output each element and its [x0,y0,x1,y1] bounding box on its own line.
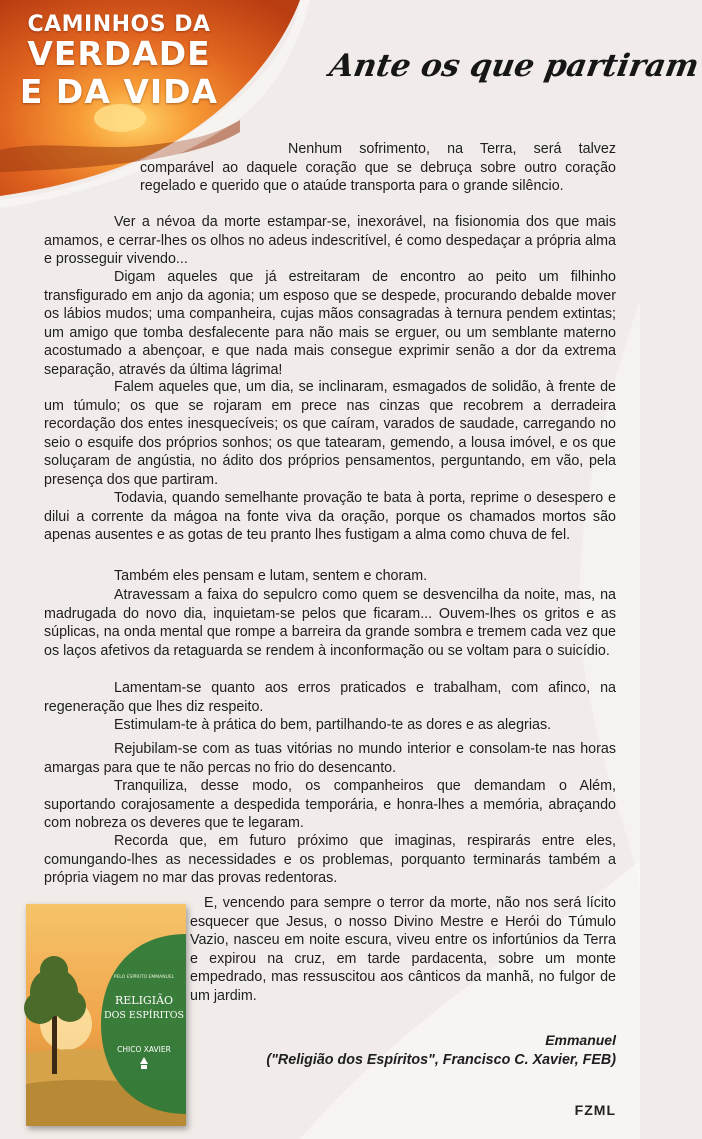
book-title-2: DOS ESPÍRITOS [103,1010,185,1021]
paragraph: Falem aqueles que, um dia, se inclinaram, esmagados de solidão, à frente de um túmulo; os que se rojaram em prece nas cinzas que recobrem a derradeira recordação dos entes inesquecíveis; os que caíram, varados de saudade, carregando no seio o esquife dos próprios sonhos; os que tatearam, gemendo, a lousa imóvel, e os que soluçaram de angústia, no ádito dos próprios pensamentos, perguntando, em vão, pela presença dos que partiram. [44,379,616,488]
book-author: CHICO XAVIER [117,1045,171,1054]
signature-author: Emmanuel [545,1032,616,1048]
header-line-3: E DA VIDA [19,72,219,111]
paragraph: Lamentam-se quanto aos erros praticados e trabalham, com afinco, na regeneração que lhes diz respeito. [44,680,616,715]
brand-label: FZML [574,1102,616,1118]
paragraph: Também eles pensam e lutam, sentem e choram. [114,568,428,584]
paragraph: E, vencendo para sempre o terror da morte, não nos será lícito esquecer que Jesus, o nosso Divino Mestre e Herói do Túmulo Vazio, nasceu em noite escura, viveu entre os infortúnios da Terra e expirou na cruz, em tarde pardacenta, sobre um monte empedrado, mas ressuscitou aos cânticos da manhã, no fulgor de um jardim. [190,895,616,1004]
paragraph: Nenhum sofrimento, na Terra, será talvez comparável ao daquele coração que se debruça sobre outro coração regelado e querido que o ataúde transporta para o grande silêncio. [140,141,616,194]
paragraph: Todavia, quando semelhante provação te bata à porta, reprime o desespero e dilui a corrente da mágoa na fonte viva da oração, porque os chamados mortos são apenas ausentes e as gotas de teu pranto lhes fustigam a alma como chuva de fel. [44,490,616,543]
paragraph: Tranquiliza, desse modo, os companheiros que demandam o Além, suportando corajosamente a despedida temporária, e honra-lhes a memória, abraçando com nobreza os deveres que te legaram. [44,778,616,831]
header-line-2: VERDADE [27,34,211,73]
paragraph: Rejubilam-se com as tuas vitórias no mundo interior e consolam-te nas horas amargas para que te não percas no frio do desencanto. [44,741,616,776]
header-line-1: CAMINHOS DA [27,12,211,37]
page-title: Ante os que partiram [326,48,702,84]
book-cover [26,904,186,1126]
paragraph: Atravessam a faixa do sepulcro como quem se desvencilha da noite, mas, na madrugada do novo dia, inquietam-se pelos que ficaram... Ouvem-lhes os gritos e as súplicas, na onda mental que rompe a barreira da grande sombra e tremem cada vez que os laços afetivos da retaguarda se rendem à inconformação ou se voltam para o suicídio. [44,587,616,659]
paragraph: Recorda que, em futuro próximo que imaginas, respirarás entre eles, comungando-lhes as necessidades e os problemas, porquanto terminarás também a própria viagem no mar das provas redentoras. [44,833,616,886]
paragraph: Ver a névoa da morte estampar-se, inexorável, na fisionomia dos que mais amamos, e cerrar-lhes os olhos no adeus indescritível, é como despedaçar a própria alma e prosseguir vivendo... [44,214,616,267]
signature-source: ("Religião dos Espíritos", Francisco C. Xavier, FEB) [266,1052,616,1068]
paragraph: Digam aqueles que já estreitaram de encontro ao peito um filhinho transfigurado em anjo da agonia; um esposo que se despede, procurando debalde mover os lábios mudos; uma companheira, cujas mãos consagradas à ternura pendem extintas; um amigo que tomba desfalecente para não mais se erguer, ou um semblante materno acostumado a abençoar, e que nada mais consegue exprimir senão a dor da extrema separação, através da última lágrima! [44,269,616,378]
book-subtitle: PELO ESPÍRITO EMMANUEL [113,975,175,980]
paragraph: Estimulam-te à prática do bem, partilhando-te as dores e as alegrias. [114,717,552,733]
book-title-1: RELIGIÃO [114,994,174,1007]
